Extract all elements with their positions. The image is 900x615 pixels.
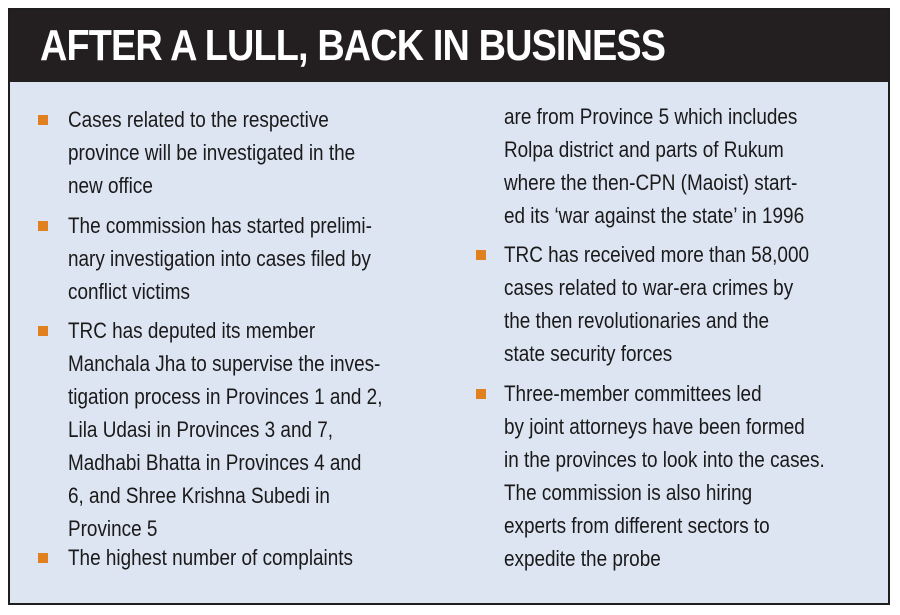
bullet-icon: [476, 250, 486, 260]
text-line: are from Province 5 which includes: [504, 104, 798, 129]
header-bar: [10, 10, 888, 82]
text-line: tigation process in Provinces 1 and 2,: [68, 384, 383, 409]
text-line: 6, and Shree Krishna Subedi in: [68, 483, 330, 508]
bullet-icon: [38, 553, 48, 563]
text-line: Province 5: [68, 516, 158, 541]
text-line: Lila Udasi in Provinces 3 and 7,: [68, 417, 334, 442]
text-line: state security forces: [504, 341, 673, 366]
text-line: Manchala Jha to supervise the inves-: [68, 351, 381, 376]
text-line: The commission has started prelimi-: [68, 213, 372, 238]
text-line: where the then-CPN (Maoist) start-: [504, 170, 798, 195]
text-line: Three-member committees led: [504, 381, 762, 406]
infobox-title: AFTER A LULL, BACK IN BUSINESS: [40, 21, 666, 70]
list-item-text: [504, 238, 809, 370]
text-line: The commission is also hiring: [504, 480, 753, 505]
text-line: Madhabi Bhatta in Provinces 4 and: [68, 450, 362, 475]
infobox: [8, 8, 890, 605]
list-item-text: [504, 100, 804, 232]
text-line: experts from different sectors to: [504, 513, 770, 538]
list-item-text: [68, 541, 353, 574]
bullet-icon: [476, 389, 486, 399]
list-item-text: [68, 209, 372, 308]
list-item-text: [504, 377, 825, 575]
text-line: the then revolutionaries and the: [504, 308, 770, 333]
bullet-icon: [38, 115, 48, 125]
text-line: Rolpa district and parts of Rukum: [504, 137, 784, 162]
bullet-icon: [38, 221, 48, 231]
text-line: Cases related to the respective: [68, 107, 329, 132]
text-line: new office: [68, 173, 153, 198]
list-item-text: [68, 314, 382, 545]
list-item-text: [68, 103, 355, 202]
text-line: nary investigation into cases filed by: [68, 246, 371, 271]
bullet-icon: [38, 326, 48, 336]
text-line: by joint attorneys have been formed: [504, 414, 805, 439]
text-line: TRC has deputed its member: [68, 318, 316, 343]
text-line: cases related to war-era crimes by: [504, 275, 794, 300]
text-line: province will be investigated in the: [68, 140, 356, 165]
text-line: The highest number of complaints: [68, 545, 354, 570]
text-line: ed its ‘war against the state’ in 1996: [504, 203, 805, 228]
text-line: conflict victims: [68, 279, 190, 304]
text-line: TRC has received more than 58,000: [504, 242, 809, 267]
text-line: expedite the probe: [504, 546, 661, 571]
text-line: in the provinces to look into the cases.: [504, 447, 825, 472]
